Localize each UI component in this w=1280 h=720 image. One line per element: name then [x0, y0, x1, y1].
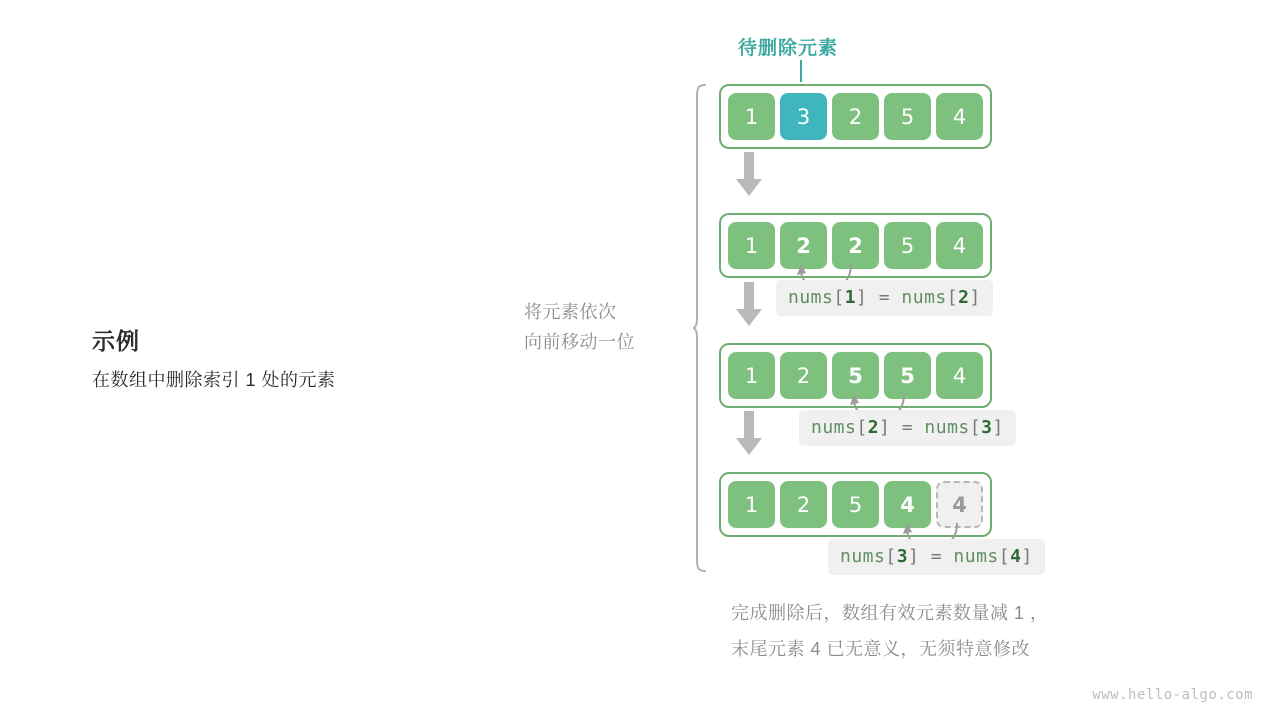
array-cell: 1 [728, 222, 775, 269]
code-op: = [930, 546, 943, 567]
code-op: = [901, 417, 914, 438]
bottom-note-line1: 完成删除后，数组有效元素数量减 1 ， [731, 603, 1049, 623]
array-cell: 1 [728, 93, 775, 140]
watermark: www.hello-algo.com [1092, 687, 1253, 703]
middle-note-line2: 向前移动一位 [524, 332, 635, 352]
array-step-4 [719, 472, 992, 537]
down-arrow-icon [735, 282, 763, 327]
delete-target-pointer-line [800, 60, 802, 82]
code-label-step-4: nums[3] = nums[4] [828, 539, 1045, 575]
code-rhs-index: 3 [981, 417, 993, 438]
code-op: = [878, 287, 891, 308]
array-cell: 5 [884, 93, 931, 140]
array-step-1 [719, 84, 992, 149]
code-label-step-2: nums[1] = nums[2] [776, 280, 993, 316]
code-rhs-name: nums [924, 417, 970, 438]
down-arrow-icon [735, 152, 763, 197]
bottom-note-line2: 末尾元素 4 已无意义，无须特意修改 [731, 639, 1031, 659]
code-rhs-name: nums [901, 287, 947, 308]
array-cell: 5 [884, 352, 931, 399]
page-subtitle: 在数组中删除索引 1 处的元素 [92, 370, 336, 390]
array-cell: 5 [832, 481, 879, 528]
array-cell: 4 [884, 481, 931, 528]
code-rhs-index: 2 [958, 287, 970, 308]
array-cell: 2 [832, 93, 879, 140]
code-lhs-name: nums [840, 546, 886, 567]
array-cell: 5 [832, 352, 879, 399]
array-cell: 2 [780, 222, 827, 269]
code-label-step-3: nums[2] = nums[3] [799, 410, 1016, 446]
array-step-3 [719, 343, 992, 408]
code-lhs-index: 2 [867, 417, 880, 438]
code-lhs-index: 1 [844, 287, 857, 308]
code-lhs-name: nums [788, 287, 834, 308]
array-cell-highlight: 3 [780, 93, 827, 140]
array-cell: 4 [936, 93, 983, 140]
group-bracket [692, 84, 706, 572]
code-lhs-name: nums [811, 417, 857, 438]
array-cell: 2 [780, 352, 827, 399]
down-arrow-icon [735, 411, 763, 456]
middle-note-line1: 将元素依次 [524, 302, 617, 322]
code-rhs-name: nums [953, 546, 999, 567]
middle-note [524, 297, 674, 357]
array-cell: 4 [936, 222, 983, 269]
array-cell: 2 [832, 222, 879, 269]
array-cell: 5 [884, 222, 931, 269]
array-cell: 2 [780, 481, 827, 528]
array-cell-ghost: 4 [936, 481, 983, 528]
bottom-note [731, 595, 1049, 667]
array-step-2 [719, 213, 992, 278]
array-cell: 1 [728, 352, 775, 399]
array-cell: 4 [936, 352, 983, 399]
code-rhs-index: 4 [1010, 546, 1022, 567]
code-lhs-index: 3 [896, 546, 909, 567]
array-cell: 1 [728, 481, 775, 528]
delete-target-label: 待删除元素 [738, 38, 839, 59]
page-title: 示例 [92, 328, 140, 354]
